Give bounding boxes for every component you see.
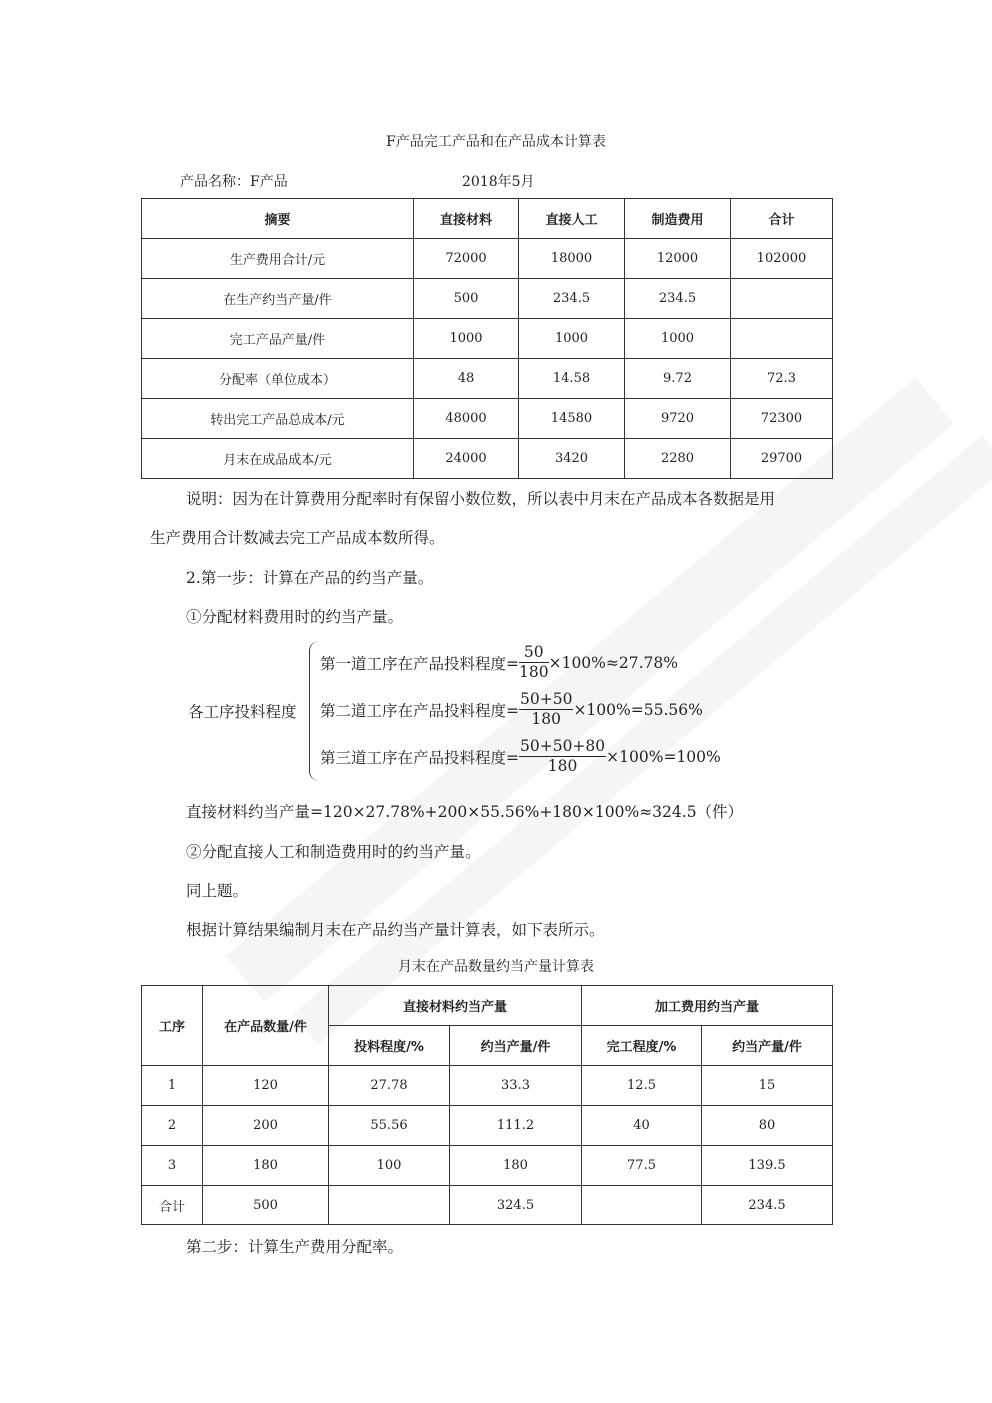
fraction bbox=[519, 737, 606, 776]
cell: 180 bbox=[203, 1146, 329, 1186]
cell: 1 bbox=[142, 1066, 203, 1106]
header-cell: 加工费用约当产量 bbox=[582, 986, 833, 1026]
formula-result: ×100%=55.56% bbox=[573, 700, 703, 719]
cell bbox=[731, 319, 833, 359]
step2-heading: 第二步：计算生产费用分配率。 bbox=[186, 1238, 404, 1256]
table2-title: 月末在产品数量约当产量计算表 bbox=[398, 959, 594, 975]
cell: 55.56 bbox=[329, 1106, 450, 1146]
header-cell: 直接材料 bbox=[414, 199, 519, 239]
cell bbox=[329, 1186, 450, 1225]
step1-heading: 2.第一步：计算在产品的约当产量。 bbox=[186, 569, 434, 587]
cell: 500 bbox=[414, 279, 519, 319]
cell: 139.5 bbox=[702, 1146, 833, 1186]
header-cell: 约当产量/件 bbox=[702, 1026, 833, 1066]
formula-line-2 bbox=[320, 690, 703, 729]
table-row bbox=[142, 1106, 833, 1146]
cell: 1000 bbox=[625, 319, 731, 359]
cell: 48 bbox=[414, 359, 519, 399]
formula-text: 第三道工序在产品投料程度= bbox=[320, 748, 519, 767]
table-row bbox=[142, 239, 833, 279]
report-date: 2018年5月 bbox=[462, 174, 535, 190]
header-cell: 合计 bbox=[731, 199, 833, 239]
numerator: 50 bbox=[519, 643, 549, 663]
cell: 生产费用合计/元 bbox=[142, 239, 414, 279]
cell: 40 bbox=[582, 1106, 702, 1146]
formula-result: ×100%≈27.78% bbox=[548, 653, 678, 672]
cell: 15 bbox=[702, 1066, 833, 1106]
note-line-1: 说明：因为在计算费用分配率时有保留小数位数，所以表中月末在产品成本各数据是用 bbox=[186, 490, 776, 508]
header-cell: 约当产量/件 bbox=[450, 1026, 582, 1066]
fraction bbox=[519, 643, 549, 682]
numerator: 50+50+80 bbox=[520, 737, 606, 755]
material-equation: 直接材料约当产量=120×27.78%+200×55.56%+180×100%≈324.5（件） bbox=[186, 803, 744, 821]
table-row bbox=[142, 399, 833, 439]
cell: 48000 bbox=[414, 399, 519, 439]
cell: 234.5 bbox=[625, 279, 731, 319]
cell: 33.3 bbox=[450, 1066, 582, 1106]
cell: 月末在成品成本/元 bbox=[142, 439, 414, 479]
cell: 120 bbox=[203, 1066, 329, 1106]
cell: 100 bbox=[329, 1146, 450, 1186]
cell: 完工产品产量/件 bbox=[142, 319, 414, 359]
product-name: 产品名称：F产品 bbox=[180, 174, 288, 190]
equivalent-units-table bbox=[141, 985, 833, 1225]
cell: 在生产约当产量/件 bbox=[142, 279, 414, 319]
same-as-above: 同上题。 bbox=[186, 882, 249, 900]
cell: 24000 bbox=[414, 439, 519, 479]
cell: 2 bbox=[142, 1106, 203, 1146]
cell: 转出完工产品总成本/元 bbox=[142, 399, 414, 439]
cell: 234.5 bbox=[519, 279, 625, 319]
cell: 27.78 bbox=[329, 1066, 450, 1106]
brace-icon bbox=[309, 641, 320, 781]
cell: 3420 bbox=[519, 439, 625, 479]
header-cell: 直接材料约当产量 bbox=[329, 986, 582, 1026]
cell: 3 bbox=[142, 1146, 203, 1186]
subheading-labor: ②分配直接人工和制造费用时的约当产量。 bbox=[186, 843, 481, 861]
cell: 324.5 bbox=[450, 1186, 582, 1225]
cell: 12000 bbox=[625, 239, 731, 279]
note-line-2: 生产费用合计数减去完工产品成本数所得。 bbox=[150, 529, 445, 547]
cell: 1000 bbox=[519, 319, 625, 359]
table1-title: F产品完工产品和在产品成本计算表 bbox=[386, 134, 606, 150]
table-row bbox=[142, 1146, 833, 1186]
table-row bbox=[142, 279, 833, 319]
cell: 合计 bbox=[142, 1186, 203, 1225]
header-cell: 投料程度/% bbox=[329, 1026, 450, 1066]
formula-line-3 bbox=[320, 737, 721, 776]
formula-text: 第一道工序在产品投料程度= bbox=[320, 654, 519, 673]
fraction bbox=[519, 690, 573, 729]
table-row bbox=[142, 319, 833, 359]
cell: 77.5 bbox=[582, 1146, 702, 1186]
cell bbox=[731, 279, 833, 319]
numerator: 50+50 bbox=[520, 690, 573, 708]
header-cell: 摘要 bbox=[142, 199, 414, 239]
cell: 111.2 bbox=[450, 1106, 582, 1146]
formula-text: 第二道工序在产品投料程度= bbox=[320, 701, 519, 720]
formula-line-1 bbox=[320, 643, 678, 682]
cell: 80 bbox=[702, 1106, 833, 1146]
cell: 9.72 bbox=[625, 359, 731, 399]
cell: 200 bbox=[203, 1106, 329, 1146]
header-cell: 直接人工 bbox=[519, 199, 625, 239]
cell: 102000 bbox=[731, 239, 833, 279]
cell: 29700 bbox=[731, 439, 833, 479]
cell: 14580 bbox=[519, 399, 625, 439]
header-cell: 在产品数量/件 bbox=[203, 986, 329, 1066]
cell bbox=[582, 1186, 702, 1225]
table-row bbox=[142, 1066, 833, 1106]
denominator: 180 bbox=[547, 757, 578, 775]
cell: 72.3 bbox=[731, 359, 833, 399]
header-cell: 制造费用 bbox=[625, 199, 731, 239]
cell: 18000 bbox=[519, 239, 625, 279]
table-row bbox=[142, 359, 833, 399]
denominator: 180 bbox=[531, 710, 562, 728]
cell: 72000 bbox=[414, 239, 519, 279]
cell: 分配率（单位成本） bbox=[142, 359, 414, 399]
table-row bbox=[142, 439, 833, 479]
cell: 12.5 bbox=[582, 1066, 702, 1106]
cell: 180 bbox=[450, 1146, 582, 1186]
cell: 1000 bbox=[414, 319, 519, 359]
denominator: 180 bbox=[519, 663, 549, 681]
cell: 234.5 bbox=[702, 1186, 833, 1225]
formula-result: ×100%=100% bbox=[606, 747, 721, 766]
formula-label: 各工序投料程度 bbox=[188, 703, 297, 721]
compile-note: 根据计算结果编制月末在产品约当产量计算表，如下表所示。 bbox=[186, 921, 605, 939]
table-row bbox=[142, 1186, 833, 1225]
subheading-material: ①分配材料费用时的约当产量。 bbox=[186, 608, 404, 626]
cell: 9720 bbox=[625, 399, 731, 439]
cost-table bbox=[141, 198, 833, 479]
header-cell: 完工程度/% bbox=[582, 1026, 702, 1066]
cell: 14.58 bbox=[519, 359, 625, 399]
header-cell: 工序 bbox=[142, 986, 203, 1066]
cell: 72300 bbox=[731, 399, 833, 439]
cell: 2280 bbox=[625, 439, 731, 479]
cell: 500 bbox=[203, 1186, 329, 1225]
